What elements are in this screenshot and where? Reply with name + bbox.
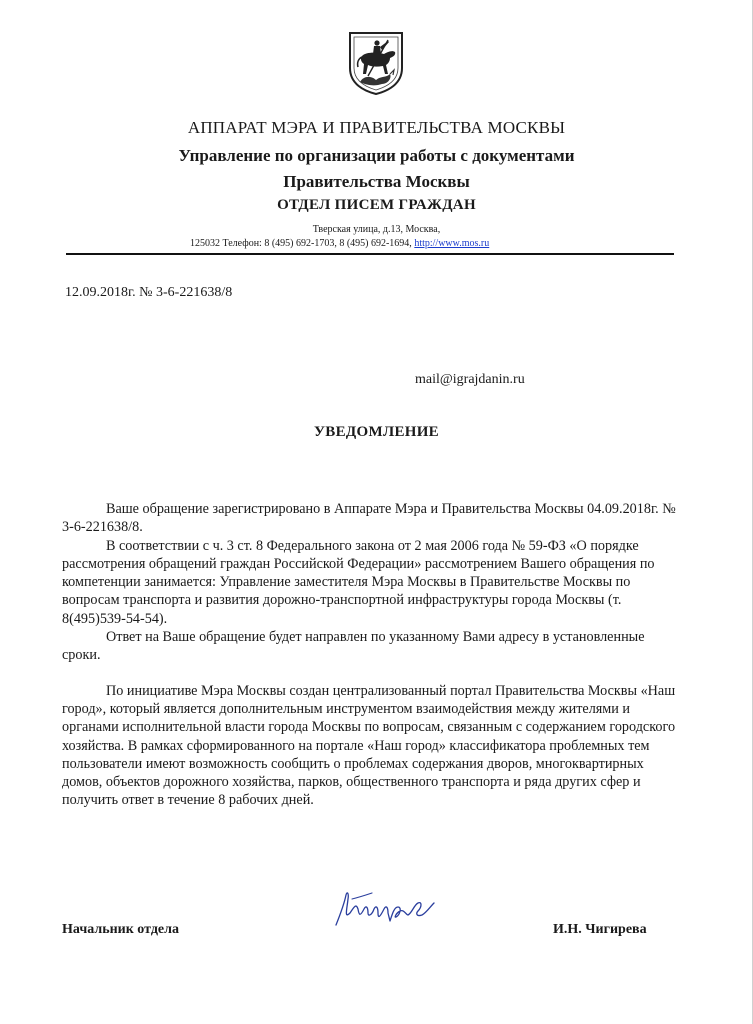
registration-number: 12.09.2018г. № 3-6-221638/8 bbox=[65, 285, 233, 300]
recipient-email: mail@igrajdanin.ru bbox=[415, 372, 525, 387]
paragraph-registration: Ваше обращение зарегистрировано в Аппарате Мэра и Правительства Москвы 04.09.2018г. № 3-6-221638/8. bbox=[62, 501, 676, 536]
website-link[interactable]: http://www.mos.ru bbox=[414, 238, 490, 249]
signatory-name: И.Н. Чигирева bbox=[553, 922, 647, 937]
paragraph-competence: В соответствии с ч. 3 ст. 8 Федерального закона от 2 мая 2006 года № 59-ФЗ «О порядке рассмотрения обращений граждан Российской Федерации» рассмотрением Вашего обращения по компетенции занимается: Управление заместителя Мэра Москвы в Правительстве Москвы по вопросам транспорта и развития дорожно-транспортной инфраструктуры города Москвы (т. 8(495)539-54-54). bbox=[62, 537, 655, 627]
address-line1: Тверская улица, д.13, Москва, bbox=[312, 224, 441, 235]
department-name: ОТДЕЛ ПИСЕМ ГРАЖДАН bbox=[277, 197, 476, 213]
org-name-line2: Управление по организации работы с документами bbox=[178, 146, 575, 165]
document-title: УВЕДОМЛЕНИЕ bbox=[314, 424, 439, 440]
header-divider bbox=[66, 253, 674, 255]
org-name-line3: Правительства Москвы bbox=[283, 172, 470, 191]
signatory-position: Начальник отдела bbox=[62, 922, 179, 937]
moscow-coat-of-arms-icon bbox=[346, 30, 406, 96]
letter-body bbox=[62, 500, 682, 810]
org-name-line1: АППАРАТ МЭРА И ПРАВИТЕЛЬСТВА МОСКВЫ bbox=[187, 118, 566, 137]
paragraph-response: Ответ на Ваше обращение будет направлен по указанному Вами адресу в установленные сроки. bbox=[62, 629, 645, 664]
paragraph-portal: По инициативе Мэра Москвы создан централизованный портал Правительства Москвы «Наш город», который является дополнительным инструментом взаимодействия между жителями и органами исполнительной власти города Москвы по вопросам, связанным с содержанием городского хозяйства. В рамках сформированного на портале «Наш город» классификатора проблемных тем пользователи имеют возможность сообщить о проблемах содержания дворов, многоквартирных домов, объектов дорожного хозяйства, парков, общественного транспорта и ряда других сфер и получить ответ в течение 8 рабочих дней. bbox=[62, 682, 676, 809]
address-phones: 125032 Телефон: 8 (495) 692-1703, 8 (495) 692-1694, bbox=[190, 238, 415, 249]
address-line2 bbox=[190, 238, 489, 249]
handwritten-signature bbox=[330, 885, 440, 933]
